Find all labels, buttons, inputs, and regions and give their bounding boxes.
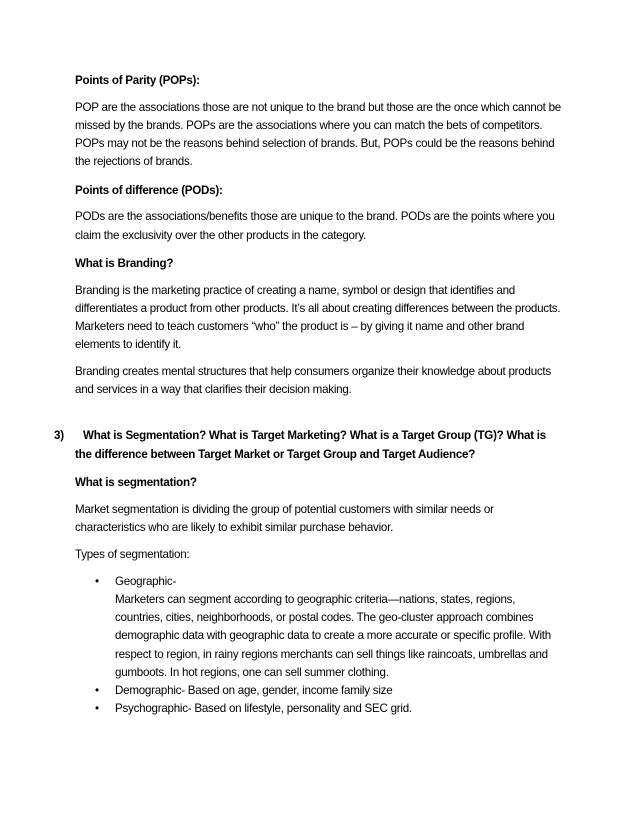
branding-heading: What is Branding? xyxy=(75,256,174,270)
bullet-icon: • xyxy=(95,684,99,698)
question-text: What is Segmentation? What is Target Marketing? What is a Target Group (TG)? What is the difference between Target Market or Target Group and Target Audience? xyxy=(75,429,546,461)
segment-type-title: Psychographic- Based on lifestyle, personality and SEC grid. xyxy=(115,702,412,716)
segment-type-title: Geographic- xyxy=(115,574,177,588)
bullet-icon: • xyxy=(95,702,99,716)
segment-types-list xyxy=(75,573,565,719)
pod-heading: Points of difference (PODs): xyxy=(75,183,223,197)
list-item xyxy=(75,700,565,718)
list-item xyxy=(75,682,565,700)
question-number: 3) xyxy=(54,429,64,443)
segmentation-heading: What is segmentation? xyxy=(75,475,197,489)
list-item xyxy=(75,573,565,682)
types-label: Types of segmentation: xyxy=(75,547,190,561)
pop-heading: Points of Parity (POPs): xyxy=(75,74,200,87)
pod-paragraph: PODs are the associations/benefits those are unique to the brand. PODs are the points where you claim the exclusivity over the other products in the category. xyxy=(75,210,555,242)
branding-paragraph-2: Branding creates mental structures that help consumers organize their knowledge about products and services in a way that clarifies their decision making. xyxy=(75,365,551,397)
segmentation-paragraph: Market segmentation is dividing the group of potential customers with similar needs or characteristics who are likely to exhibit similar purchase behavior. xyxy=(75,502,494,534)
pop-paragraph: POP are the associations those are not unique to the brand but those are the once which cannot be missed by the brands. POPs are the associations where you can match the bets of competitors. POPs may not be the reasons behind selection of brands. But, POPs could be the reasons behind the rejections of brands. xyxy=(75,100,562,169)
question-3 xyxy=(54,427,565,463)
segment-type-title: Demographic- Based on age, gender, income family size xyxy=(115,684,393,698)
segment-type-detail: Marketers can segment according to geographic criteria—nations, states, regions, countries, cities, neighborhoods, or postal codes. The geo-cluster approach combines demographic data with geographic data to create a more accurate or specific profile. With respect to region, in rainy regions merchants can sell things like raincoats, umbrellas and gumboots. In hot regions, one can sell summer clothing. xyxy=(115,593,551,679)
bullet-icon: • xyxy=(95,574,99,588)
branding-paragraph-1: Branding is the marketing practice of creating a name, symbol or design that identifies and differentiates a product from other products. It’s all about creating differences between the products. Marketers need to teach customers “who” the product is – by giving it name and other brand elements to identify it. xyxy=(75,283,561,352)
document-body xyxy=(54,72,565,718)
